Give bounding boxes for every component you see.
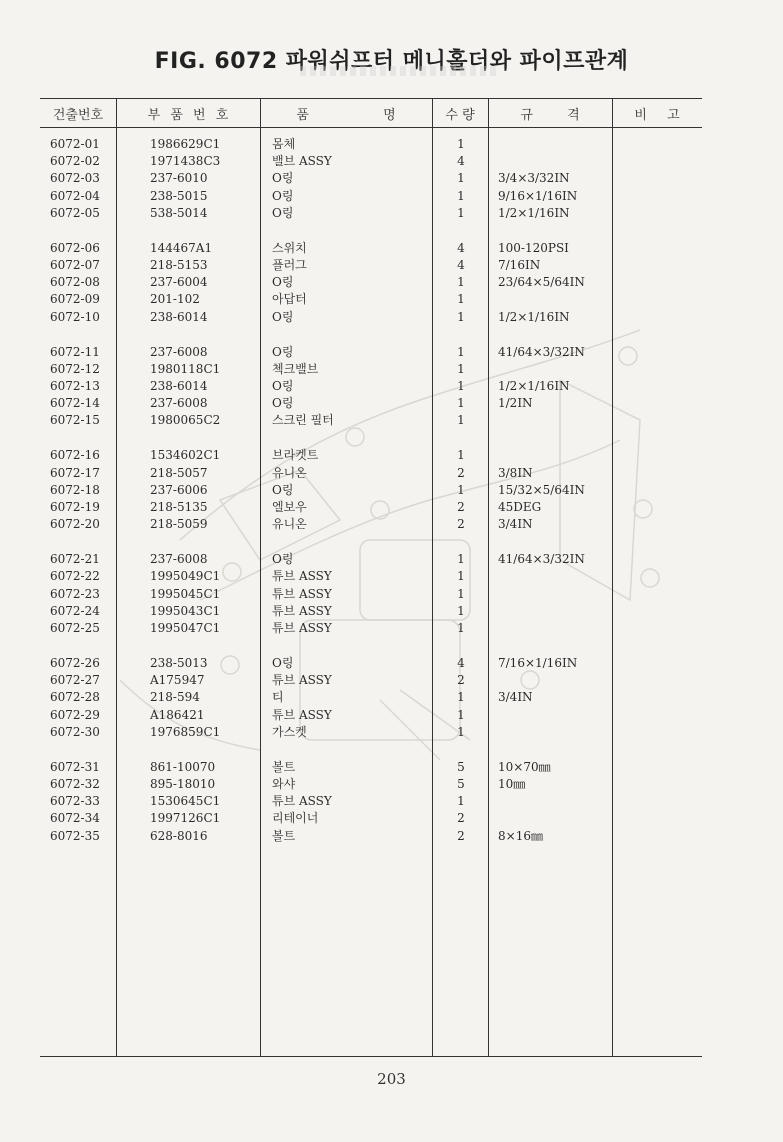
quantity-cell: 2 bbox=[457, 673, 465, 688]
part-no-cell: 6072-28 bbox=[50, 690, 100, 705]
part-name-cell: 튜브 ASSY bbox=[272, 603, 332, 618]
part-name-cell: O링 bbox=[272, 205, 294, 220]
part-name-cell: O링 bbox=[272, 482, 294, 497]
quantity-cell: 4 bbox=[457, 258, 465, 272]
spec-cell: 15/32×5/64IN bbox=[498, 482, 585, 497]
quantity-cell: 1 bbox=[457, 292, 465, 307]
part-no-cell: 6072-22 bbox=[50, 569, 100, 584]
table-row bbox=[0, 378, 700, 395]
part-no-cell: 6072-26 bbox=[50, 656, 100, 670]
table-row bbox=[0, 499, 700, 516]
quantity-cell: 4 bbox=[457, 656, 465, 670]
header-parts-number: 부 품 번 호 bbox=[147, 108, 229, 123]
quantity-cell: 1 bbox=[457, 621, 465, 635]
table-row bbox=[0, 759, 700, 776]
part-name-cell: 플러그 bbox=[272, 258, 307, 272]
table-row bbox=[0, 274, 700, 291]
quantity-cell: 2 bbox=[457, 811, 465, 826]
part-no-cell: 6072-34 bbox=[50, 811, 100, 826]
quantity-cell: 1 bbox=[457, 603, 465, 618]
table-row bbox=[0, 153, 700, 170]
part-name-cell: O링 bbox=[272, 344, 294, 359]
table-row bbox=[0, 257, 700, 274]
spec-cell: 3/8IN bbox=[498, 465, 533, 480]
table-row bbox=[0, 170, 700, 187]
header-spec: 규 격 bbox=[520, 108, 580, 123]
part-name-cell: 몸체 bbox=[272, 137, 296, 151]
part-no-cell: 6072-03 bbox=[50, 171, 100, 186]
part-no-cell: 6072-31 bbox=[50, 759, 100, 774]
spec-cell: 45DEG bbox=[498, 500, 542, 514]
table-row bbox=[0, 724, 700, 741]
spec-cell: 8×16㎜ bbox=[498, 828, 543, 843]
part-name-cell: 튜브 ASSY bbox=[272, 621, 332, 635]
part-name-cell: 리테이너 bbox=[272, 811, 319, 826]
spec-cell: 9/16×1/16IN bbox=[498, 188, 578, 203]
parts-number-cell: 238-5013 bbox=[150, 656, 208, 670]
quantity-cell: 2 bbox=[457, 517, 465, 532]
header-part-no: 건출번호 bbox=[52, 108, 104, 123]
part-no-cell: 6072-14 bbox=[50, 396, 100, 411]
quantity-cell: 1 bbox=[457, 482, 465, 497]
part-no-cell: 6072-32 bbox=[50, 777, 100, 791]
parts-number-cell: 1534602C1 bbox=[150, 448, 221, 463]
quantity-cell: 5 bbox=[457, 759, 465, 774]
quantity-cell: 4 bbox=[457, 154, 465, 169]
part-name-cell: 스위치 bbox=[272, 240, 307, 255]
part-name-cell: O링 bbox=[272, 309, 294, 324]
quantity-cell: 1 bbox=[457, 137, 465, 151]
parts-number-cell: 218-5153 bbox=[150, 258, 208, 272]
part-name-cell: O링 bbox=[272, 188, 294, 203]
table-row bbox=[0, 395, 700, 412]
part-no-cell: 6072-07 bbox=[50, 258, 100, 272]
parts-number-cell: 238-5015 bbox=[150, 188, 208, 203]
spec-cell: 23/64×5/64IN bbox=[498, 275, 585, 290]
part-name-cell: O링 bbox=[272, 275, 294, 290]
parts-number-cell: 218-5057 bbox=[150, 465, 208, 480]
part-no-cell: 6072-33 bbox=[50, 794, 100, 809]
parts-number-cell: 237-6010 bbox=[150, 171, 208, 186]
table-row bbox=[0, 188, 700, 205]
quantity-cell: 1 bbox=[457, 448, 465, 463]
parts-number-cell: 1980118C1 bbox=[150, 361, 221, 376]
quantity-cell: 1 bbox=[457, 794, 465, 809]
parts-number-cell: A175947 bbox=[150, 673, 205, 688]
parts-number-cell: 1995049C1 bbox=[150, 569, 221, 584]
part-name-cell: 튜브 ASSY bbox=[272, 586, 332, 601]
part-no-cell: 6072-10 bbox=[50, 309, 100, 324]
table-row bbox=[0, 568, 700, 585]
parts-number-cell: 1995045C1 bbox=[150, 586, 221, 601]
part-no-cell: 6072-18 bbox=[50, 482, 100, 497]
quantity-cell: 5 bbox=[457, 777, 465, 791]
quantity-cell: 4 bbox=[457, 240, 465, 255]
part-name-cell: 유니온 bbox=[272, 465, 307, 480]
part-no-cell: 6072-12 bbox=[50, 361, 100, 376]
part-name-cell: O링 bbox=[272, 656, 294, 670]
parts-number-cell: 144467A1 bbox=[150, 240, 213, 255]
parts-number-cell: 1530645C1 bbox=[150, 794, 221, 809]
part-name-cell: 유니온 bbox=[272, 517, 307, 532]
part-name-cell: 첵크밸브 bbox=[272, 361, 319, 376]
quantity-cell: 1 bbox=[457, 586, 465, 601]
spec-cell: 7/16IN bbox=[498, 258, 541, 272]
quantity-cell: 1 bbox=[457, 188, 465, 203]
table-row bbox=[0, 412, 700, 429]
table-row bbox=[0, 447, 700, 464]
parts-number-cell: 238-6014 bbox=[150, 309, 208, 324]
table-row bbox=[0, 655, 700, 672]
quantity-cell: 2 bbox=[457, 500, 465, 514]
part-no-cell: 6072-25 bbox=[50, 621, 100, 635]
spec-cell: 100-120PSI bbox=[498, 240, 569, 255]
parts-number-cell: 237-6008 bbox=[150, 552, 208, 567]
table-row bbox=[0, 672, 700, 689]
part-no-cell: 6072-04 bbox=[50, 188, 100, 203]
part-name-cell: O링 bbox=[272, 396, 294, 411]
parts-number-cell: 1995043C1 bbox=[150, 603, 221, 618]
part-name-cell: 티 bbox=[272, 690, 284, 705]
quantity-cell: 1 bbox=[457, 413, 465, 428]
table-row bbox=[0, 707, 700, 724]
table-row bbox=[0, 482, 700, 499]
parts-number-cell: 628-8016 bbox=[150, 828, 208, 843]
table-row bbox=[0, 291, 700, 308]
part-no-cell: 6072-17 bbox=[50, 465, 100, 480]
header-bottom-rule bbox=[40, 127, 702, 128]
quantity-cell: 1 bbox=[457, 552, 465, 567]
table-row bbox=[0, 776, 700, 793]
table-row bbox=[0, 828, 700, 845]
parts-number-cell: 218-594 bbox=[150, 690, 200, 705]
part-no-cell: 6072-02 bbox=[50, 154, 100, 169]
quantity-cell: 1 bbox=[457, 396, 465, 411]
quantity-cell: 2 bbox=[457, 465, 465, 480]
part-no-cell: 6072-15 bbox=[50, 413, 100, 428]
parts-number-cell: 1997126C1 bbox=[150, 811, 221, 826]
parts-number-cell: 218-5135 bbox=[150, 500, 208, 514]
table-row bbox=[0, 689, 700, 706]
parts-number-cell: 237-6008 bbox=[150, 396, 208, 411]
part-no-cell: 6072-16 bbox=[50, 448, 100, 463]
table-row bbox=[0, 361, 700, 378]
quantity-cell: 1 bbox=[457, 569, 465, 584]
quantity-cell: 1 bbox=[457, 205, 465, 220]
parts-number-cell: 895-18010 bbox=[150, 777, 216, 791]
parts-number-cell: 218-5059 bbox=[150, 517, 208, 532]
part-name-cell: 튜브 ASSY bbox=[272, 569, 332, 584]
table-row bbox=[0, 586, 700, 603]
spec-cell: 3/4IN bbox=[498, 690, 533, 705]
table-row bbox=[0, 309, 700, 326]
quantity-cell: 1 bbox=[457, 344, 465, 359]
part-no-cell: 6072-09 bbox=[50, 292, 100, 307]
part-name-cell: 와샤 bbox=[272, 777, 296, 791]
part-no-cell: 6072-19 bbox=[50, 500, 100, 514]
quantity-cell: 1 bbox=[457, 309, 465, 324]
spec-cell: 1/2×1/16IN bbox=[498, 309, 570, 324]
spec-cell: 10㎜ bbox=[498, 777, 526, 791]
table-row bbox=[0, 344, 700, 361]
title-shadow-decoration bbox=[300, 66, 500, 76]
part-no-cell: 6072-30 bbox=[50, 724, 100, 739]
parts-number-cell: 1971438C3 bbox=[150, 154, 221, 169]
table-row bbox=[0, 205, 700, 222]
part-no-cell: 6072-20 bbox=[50, 517, 100, 532]
quantity-cell: 1 bbox=[457, 361, 465, 376]
part-name-cell: 튜브 ASSY bbox=[272, 673, 332, 688]
parts-number-cell: 237-6006 bbox=[150, 482, 208, 497]
page-title: FIG. 6072 파워쉬프터 메니홀더와 파이프관계 bbox=[154, 49, 629, 74]
part-no-cell: 6072-08 bbox=[50, 275, 100, 290]
part-no-cell: 6072-29 bbox=[50, 707, 100, 722]
part-no-cell: 6072-35 bbox=[50, 828, 100, 843]
spec-cell: 1/2×1/16IN bbox=[498, 379, 570, 393]
part-name-cell: 볼트 bbox=[272, 828, 296, 843]
part-no-cell: 6072-24 bbox=[50, 603, 100, 618]
spec-cell: 41/64×3/32IN bbox=[498, 552, 585, 567]
header-name: 품 명 bbox=[296, 108, 396, 123]
header-qty: 수 량 bbox=[445, 108, 475, 123]
parts-number-cell: 1980065C2 bbox=[150, 413, 221, 428]
table-row bbox=[0, 551, 700, 568]
table-row bbox=[0, 240, 700, 257]
part-name-cell: 튜브 ASSY bbox=[272, 707, 332, 722]
part-name-cell: O링 bbox=[272, 552, 294, 567]
parts-number-cell: 861-10070 bbox=[150, 759, 216, 774]
table-bottom-rule bbox=[40, 1056, 702, 1057]
part-no-cell: 6072-06 bbox=[50, 240, 100, 255]
quantity-cell: 1 bbox=[457, 707, 465, 722]
header-remarks: 비 고 bbox=[634, 108, 680, 123]
part-no-cell: 6072-11 bbox=[50, 344, 100, 359]
table-row bbox=[0, 620, 700, 637]
spec-cell: 1/2IN bbox=[498, 396, 533, 411]
spec-cell: 3/4IN bbox=[498, 517, 533, 532]
table-top-rule bbox=[40, 98, 702, 99]
parts-number-cell: 1995047C1 bbox=[150, 621, 221, 635]
table-row bbox=[0, 793, 700, 810]
part-name-cell: 볼트 bbox=[272, 759, 296, 774]
quantity-cell: 1 bbox=[457, 379, 465, 393]
quantity-cell: 1 bbox=[457, 275, 465, 290]
part-name-cell: O링 bbox=[272, 379, 294, 393]
part-name-cell: 아답터 bbox=[272, 292, 307, 307]
table-row bbox=[0, 465, 700, 482]
parts-number-cell: 238-6014 bbox=[150, 379, 208, 393]
part-no-cell: 6072-13 bbox=[50, 379, 100, 393]
spec-cell: 1/2×1/16IN bbox=[498, 205, 570, 220]
spec-cell: 41/64×3/32IN bbox=[498, 344, 585, 359]
page-number: 203 bbox=[377, 1070, 406, 1088]
parts-number-cell: 1976859C1 bbox=[150, 724, 221, 739]
table-row bbox=[0, 810, 700, 827]
part-no-cell: 6072-01 bbox=[50, 137, 100, 151]
part-name-cell: 밸브 ASSY bbox=[272, 154, 332, 169]
part-name-cell: 가스켓 bbox=[272, 724, 307, 739]
part-no-cell: 6072-05 bbox=[50, 205, 100, 220]
part-name-cell: 스크린 필터 bbox=[272, 413, 334, 428]
parts-number-cell: 237-6004 bbox=[150, 275, 208, 290]
parts-number-cell: 1986629C1 bbox=[150, 137, 221, 151]
part-no-cell: 6072-23 bbox=[50, 586, 100, 601]
spec-cell: 10×70㎜ bbox=[498, 759, 551, 774]
quantity-cell: 1 bbox=[457, 690, 465, 705]
part-name-cell: 브라켓트 bbox=[272, 448, 319, 463]
quantity-cell: 1 bbox=[457, 171, 465, 186]
quantity-cell: 1 bbox=[457, 724, 465, 739]
parts-number-cell: 538-5014 bbox=[150, 205, 208, 220]
table-row bbox=[0, 136, 700, 153]
table-row bbox=[0, 516, 700, 533]
part-no-cell: 6072-21 bbox=[50, 552, 100, 567]
parts-number-cell: 201-102 bbox=[150, 292, 200, 307]
part-name-cell: 튜브 ASSY bbox=[272, 794, 332, 809]
part-no-cell: 6072-27 bbox=[50, 673, 100, 688]
parts-number-cell: 237-6008 bbox=[150, 344, 208, 359]
spec-cell: 3/4×3/32IN bbox=[498, 171, 570, 186]
parts-number-cell: A186421 bbox=[150, 707, 205, 722]
quantity-cell: 2 bbox=[457, 828, 465, 843]
table-row bbox=[0, 603, 700, 620]
part-name-cell: O링 bbox=[272, 171, 294, 186]
part-name-cell: 엘보우 bbox=[272, 500, 307, 514]
spec-cell: 7/16×1/16IN bbox=[498, 656, 578, 670]
